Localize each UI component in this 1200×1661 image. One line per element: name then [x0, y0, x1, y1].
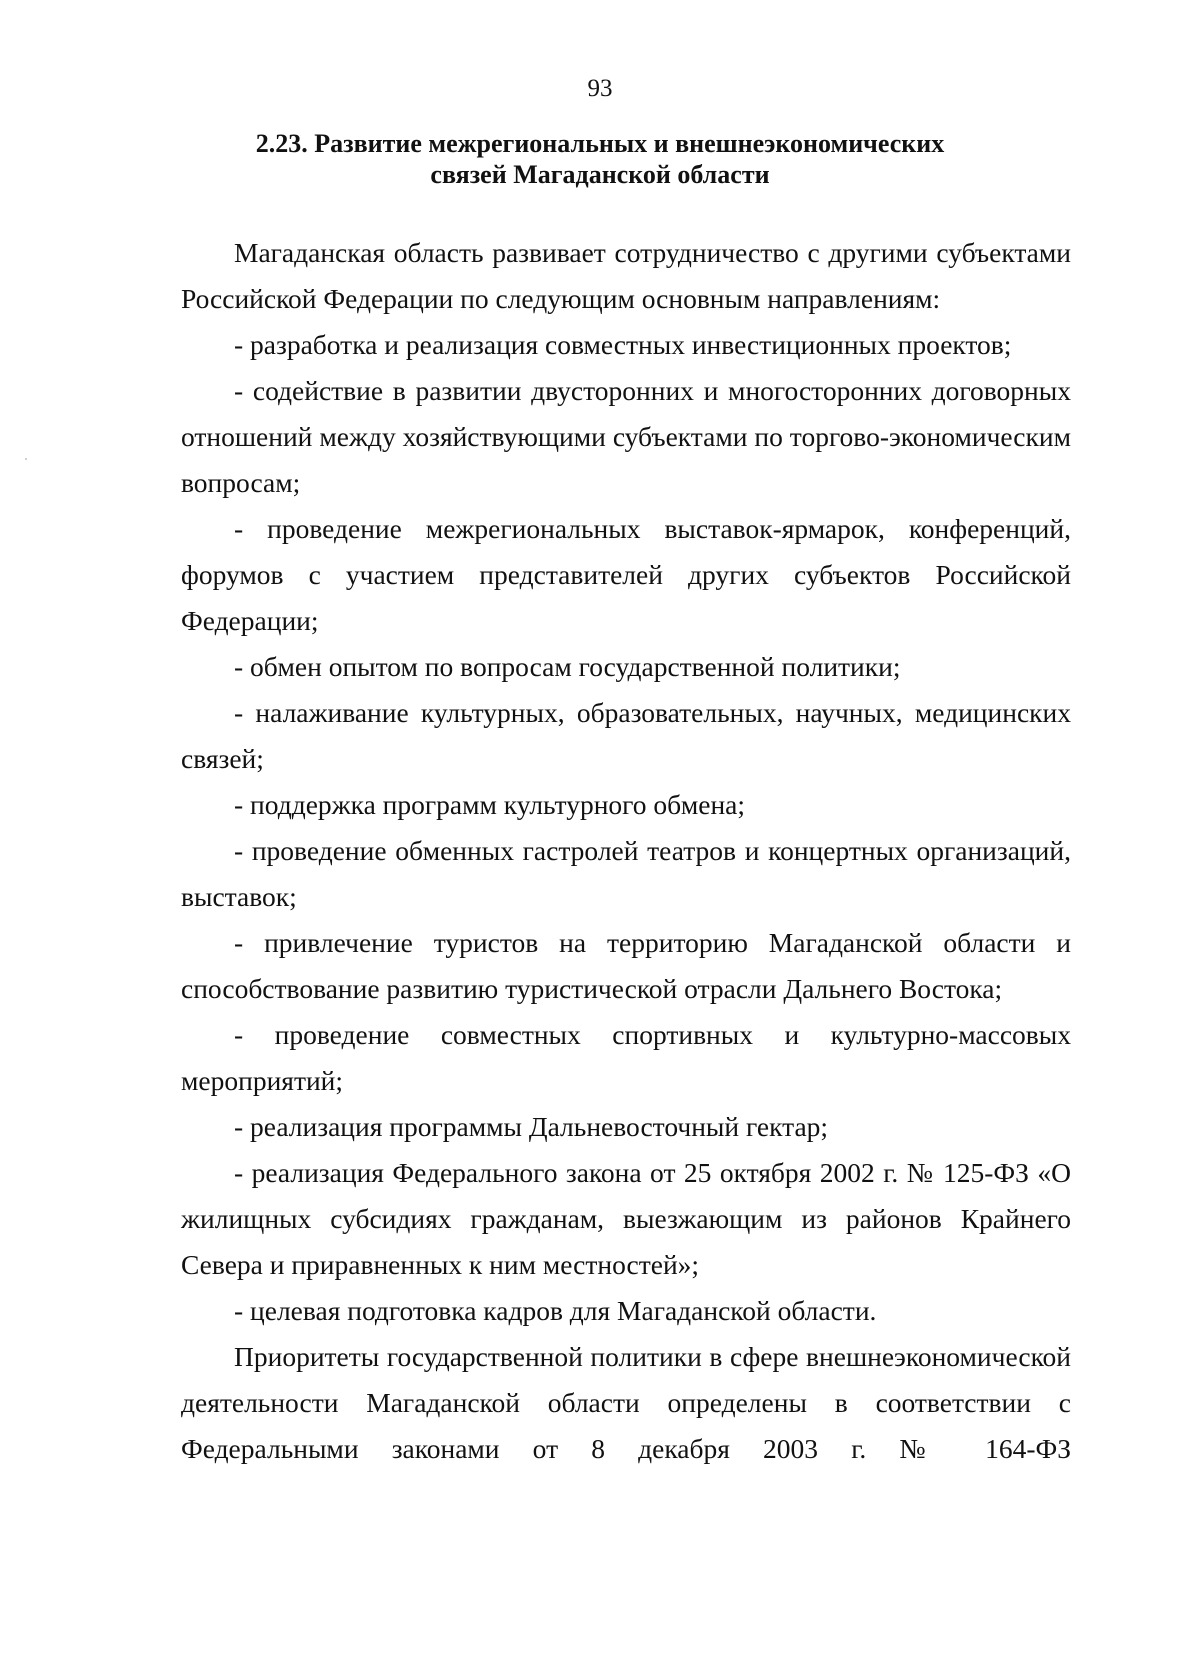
- list-item: - налаживание культурных, образовательных, научных, медицинских связей;: [181, 697, 1071, 774]
- document-body: [181, 230, 1071, 1472]
- intro-paragraph: Магаданская область развивает сотрудничество с другими субъектами Российской Федерации по следующим основным направлениям:: [181, 237, 1071, 314]
- list-item: - проведение обменных гастролей театров и концертных организаций, выставок;: [181, 835, 1071, 912]
- list-item: - реализация программы Дальневосточный гектар;: [234, 1111, 829, 1142]
- list-item: - проведение совместных спортивных и культурно-массовых мероприятий;: [181, 1019, 1071, 1096]
- list-item: - реализация Федерального закона от 25 октября 2002 г. № 125-ФЗ «О жилищных субсидиях гражданам, выезжающим из районов Крайнего Севера и приравненных к ним местностей»;: [181, 1157, 1071, 1280]
- list-item: - поддержка программ культурного обмена;: [234, 789, 746, 820]
- heading-line-1: 2.23. Развитие межрегиональных и внешнеэкономических: [255, 129, 945, 158]
- section-heading: [180, 128, 1020, 190]
- list-item: - обмен опытом по вопросам государственной политики;: [234, 651, 901, 682]
- page-number: 93: [587, 75, 613, 102]
- heading-line-2: связей Магаданской области: [430, 160, 770, 189]
- list-item: - разработка и реализация совместных инвестиционных проектов;: [234, 329, 1012, 360]
- list-item: - проведение межрегиональных выставок-ярмарок, конференций, форумов с участием представителей других субъектов Российской Федерации;: [181, 513, 1071, 636]
- list-item: - содействие в развитии двусторонних и многосторонних договорных отношений между хозяйствующими субъектами по торгово-экономическим вопросам;: [181, 375, 1071, 498]
- list-item: - привлечение туристов на территорию Магаданской области и способствование развитию туристической отрасли Дальнего Востока;: [181, 927, 1071, 1004]
- list-item: - целевая подготовка кадров для Магаданской области.: [234, 1295, 877, 1326]
- priority-paragraph: Приоритеты государственной политики в сфере внешнеэкономической деятельности Магаданской области определены в соответствии с Федеральными законами от 8 декабря 2003 г. № 164-ФЗ: [181, 1341, 1071, 1464]
- scan-artifact: [25, 458, 27, 460]
